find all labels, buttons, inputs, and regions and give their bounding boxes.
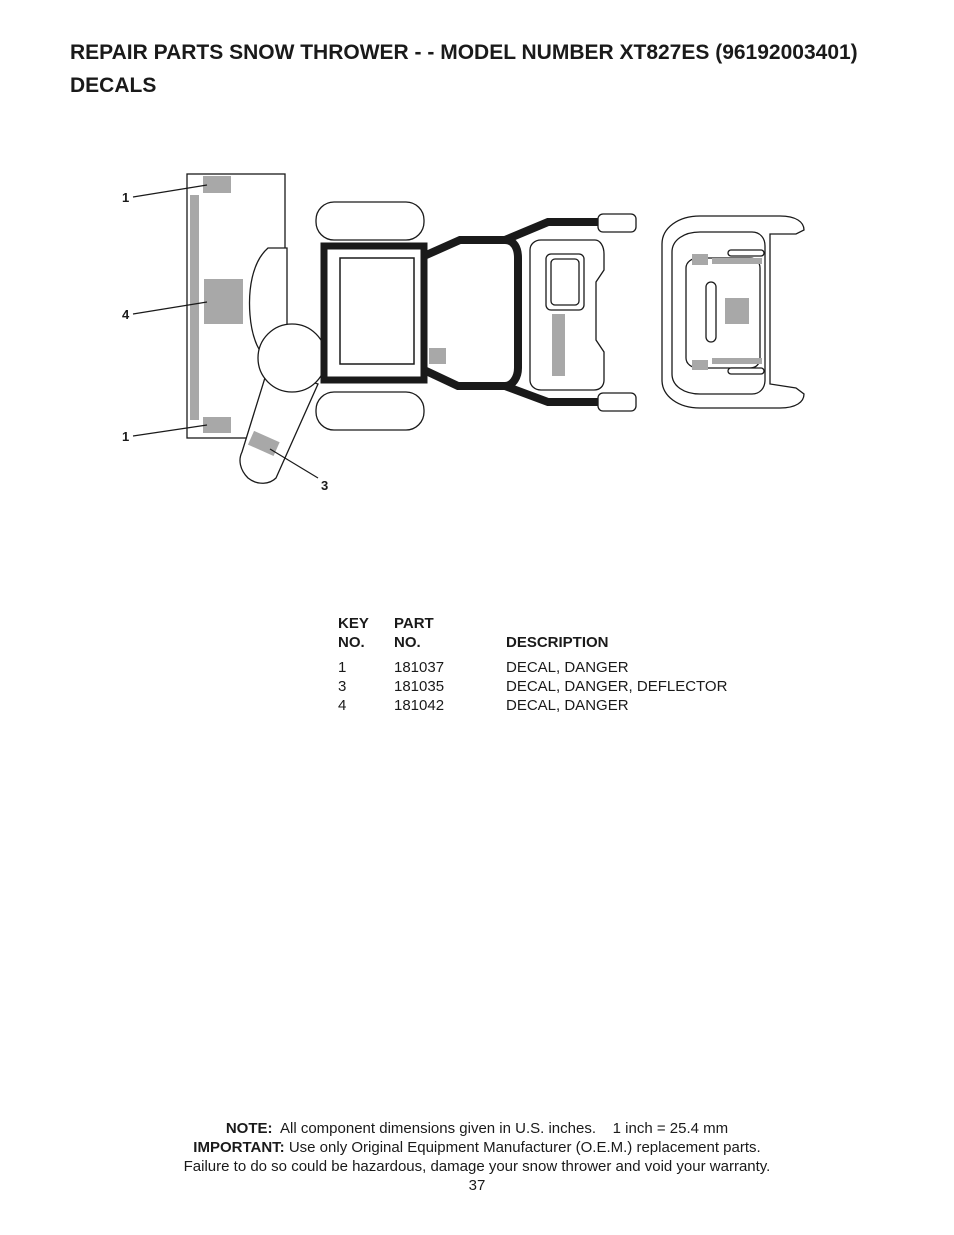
table-row [338, 677, 766, 696]
part-no-header: PART NO. [394, 615, 434, 651]
table-row [338, 658, 766, 677]
wheel-upper [316, 202, 424, 240]
engine-decal [429, 348, 446, 364]
key-no-cell: 4 [338, 697, 347, 714]
footer-warning: Failure to do so could be hazardous, damage your snow thrower and void your warranty. [183, 1158, 771, 1175]
chute-base [258, 324, 326, 392]
rear-decal-large [725, 298, 749, 324]
page-number: 37 [468, 1177, 486, 1194]
handle-frame [424, 240, 518, 386]
engine-cover [340, 258, 414, 364]
description-header: DESCRIPTION [506, 634, 609, 651]
description-cell: DECAL, DANGER, DEFLECTOR [506, 678, 728, 695]
table-row [338, 696, 766, 715]
rear-decal-strip-top [712, 258, 762, 264]
decal-1-bottom [203, 417, 231, 433]
rear-decal-strip-bottom [712, 358, 762, 364]
handle-grip-lower [598, 393, 636, 411]
title-line-1: REPAIR PARTS SNOW THROWER - - MODEL NUMBER XT827ES (96192003401) [70, 41, 858, 64]
decal-1-top [203, 176, 231, 193]
key-no-cell: 3 [338, 678, 347, 695]
page-title [70, 36, 930, 102]
callout-1-bottom: 1 [122, 429, 130, 444]
page-footer [0, 1119, 954, 1195]
handle-bar-upper [505, 222, 600, 240]
rear-view-bar-upper [728, 250, 764, 256]
rear-view-bar-lower [728, 368, 764, 374]
callout-1-top: 1 [122, 190, 130, 205]
handle-grip-upper [598, 214, 636, 232]
key-no-cell: 1 [338, 659, 347, 676]
footer-important: IMPORTANT: Use only Original Equipment Manufacturer (O.E.M.) replacement parts. [193, 1139, 761, 1156]
housing-strip-decal [190, 195, 199, 420]
part-no-cell: 181042 [394, 697, 445, 714]
control-panel-decal [552, 314, 565, 376]
key-no-header: KEY NO. [338, 615, 369, 651]
rear-view-slot [706, 282, 716, 342]
description-cell: DECAL, DANGER [506, 697, 629, 714]
part-no-cell: 181037 [394, 659, 445, 676]
rear-decal-small-bottom [692, 360, 708, 370]
footer-note: NOTE: All component dimensions given in U.S. inches. 1 inch = 25.4 mm [225, 1120, 729, 1137]
wheel-lower [316, 392, 424, 430]
callout-4: 4 [122, 307, 130, 322]
decal-4 [204, 279, 243, 324]
parts-table [338, 614, 766, 715]
control-window-inner [551, 259, 579, 305]
description-cell: DECAL, DANGER [506, 659, 629, 676]
callout-3: 3 [321, 478, 329, 493]
parts-table-header [338, 614, 766, 652]
title-line-2: DECALS [70, 74, 157, 97]
part-no-cell: 181035 [394, 678, 445, 695]
decal-location-diagram [0, 160, 954, 520]
rear-decal-small-top [692, 254, 708, 265]
